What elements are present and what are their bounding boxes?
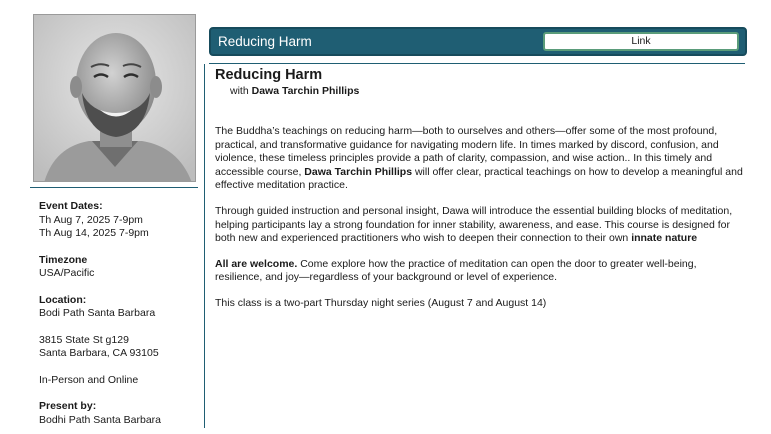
location-label: Location: bbox=[39, 293, 87, 306]
paragraph-instruction bbox=[215, 205, 743, 246]
timezone-label: Timezone bbox=[39, 253, 88, 266]
paragraph-intro-text: The Buddha’s teachings on reducing harm—both to ourselves and others—offer some of the most profound, practical, and transformative guidance for navigating modern life. In times marked by discord, confusion, and violence, these timeless principles provide a path of clarity, compassion, and wise action.. In this timely and accessible course, bbox=[215, 125, 719, 178]
header-title: Reducing Harm bbox=[218, 34, 312, 49]
location bbox=[39, 294, 204, 321]
paragraph-instruction-text: Through guided instruction and personal insight, Dawa will introduce the essential building blocks of meditation, helping participants lay a strong foundation for inner stability, awareness, and ease. This course is designed for both new and experienced practitioners who wish to deepen their connection to their own bbox=[215, 204, 733, 245]
presenter-photo bbox=[33, 14, 196, 182]
paragraph-intro-end: will offer clear, practical teachings on how to develop a meaningful and effective meditation practice. bbox=[215, 165, 743, 192]
paragraph-welcome-text: Come explore how the practice of meditation can open the door to greater well-being, resilience, and joy—regardless of your background or level of experience. bbox=[215, 257, 697, 284]
column-divider bbox=[204, 64, 205, 428]
with-prefix: with bbox=[230, 85, 249, 97]
header-divider bbox=[209, 63, 745, 64]
course-title: Reducing Harm bbox=[215, 67, 323, 83]
address bbox=[39, 334, 204, 361]
paragraph-welcome-lead: All are welcome. bbox=[215, 257, 298, 270]
teacher-name: Dawa Tarchin Phillips bbox=[251, 85, 360, 97]
event-details bbox=[39, 200, 204, 434]
paragraph-intro-teacher: Dawa Tarchin Phillips bbox=[304, 165, 413, 178]
presenter-portrait-image bbox=[34, 15, 196, 182]
link-button[interactable]: Link bbox=[543, 32, 739, 51]
presenter-value: Bodhi Path Santa Barbara bbox=[39, 413, 162, 426]
format-value: In-Person and Online bbox=[39, 373, 139, 386]
paragraph-schedule: This class is a two-part Thursday night series (August 7 and August 14) bbox=[215, 296, 547, 309]
course-teacher bbox=[230, 85, 743, 98]
header-bar bbox=[209, 27, 747, 56]
left-divider bbox=[30, 187, 198, 188]
address-line-1: 3815 State St g129 bbox=[39, 333, 129, 346]
event-dates bbox=[39, 200, 204, 241]
timezone bbox=[39, 254, 204, 281]
timezone-value: USA/Pacific bbox=[39, 267, 95, 279]
paragraph-intro bbox=[215, 125, 743, 193]
format bbox=[39, 374, 204, 388]
event-date-1: Th Aug 7, 2025 7-9pm bbox=[39, 213, 143, 226]
address-line-2: Santa Barbara, CA 93105 bbox=[39, 347, 159, 359]
presenter-label: Present by: bbox=[39, 400, 97, 412]
course-description bbox=[215, 67, 743, 323]
paragraph-instruction-emphasis: innate nature bbox=[631, 232, 698, 245]
location-name: Bodi Path Santa Barbara bbox=[39, 307, 156, 319]
event-date-2: Th Aug 14, 2025 7-9pm bbox=[39, 227, 149, 239]
paragraph-welcome bbox=[215, 258, 743, 285]
presenter bbox=[39, 400, 204, 427]
event-dates-label: Event Dates: bbox=[39, 200, 103, 212]
